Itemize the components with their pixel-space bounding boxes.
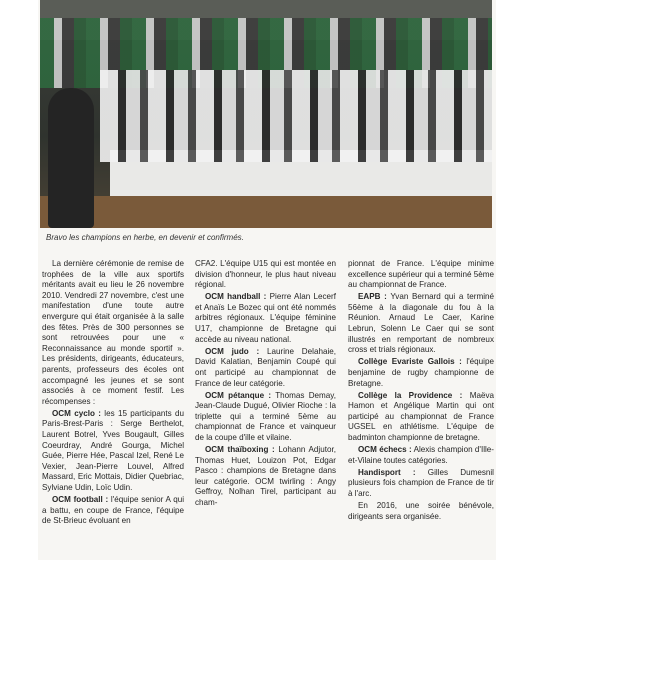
section-heading: OCM pétanque : xyxy=(205,390,272,400)
section-heading: OCM cyclo : xyxy=(52,408,101,418)
article-paragraph: CFA2. L'équipe U15 qui est montée en division d'honneur, le plus haut niveau régional. xyxy=(195,259,336,290)
article-paragraph: La dernière cérémonie de remise de trophées de la ville aux sportifs méritants avait eu lieu le 26 novembre 2010. Vendredi 27 novembre, c'est une manifestation d'une toute autre envergure qui était organisée à la salle des fêtes. Près de 300 personnes se sont retrouvées pour une « Reconnaissance au monde sportif ». Les présidents, dirigeants, éducateurs, parents, professeurs des écoles ont accompagné les jeunes et se sont associés à ce moment festif. Les récompenses : xyxy=(42,259,184,406)
section-text: l'équipe senior A qui a battu, en coupe de France, l'équipe de St-Brieuc évoluant en xyxy=(42,495,184,526)
section-heading: Handisport : xyxy=(358,467,416,477)
photo-front-row-athletes xyxy=(100,70,492,162)
article-paragraph xyxy=(348,292,494,356)
article-paragraph xyxy=(42,409,184,494)
article-paragraph xyxy=(348,357,494,389)
section-heading: Collège la Providence : xyxy=(358,390,463,400)
article-paragraph xyxy=(348,445,494,466)
section-heading: OCM thaïboxing : xyxy=(205,445,275,455)
section-heading: Collège Evariste Gallois : xyxy=(358,357,462,367)
section-text: Thomas Demay, Jean-Claude Dugué, Olivier Rioche : la triplette qui a terminé 5ème au championnat de France et vainqueur de la coupe d'ille et vilaine. xyxy=(195,390,336,442)
section-text: l'équipe benjamine de rugby championne de Bretagne. xyxy=(348,357,494,388)
article-paragraph xyxy=(195,347,336,389)
article-column-3 xyxy=(348,259,494,524)
section-text: Maëva Hamon et Angélique Martin qui ont participé au championnat de France UGSEL en athlétisme. L'équipe de badminton championne de bretagne. xyxy=(348,390,494,442)
section-heading: OCM judo : xyxy=(205,346,260,356)
section-heading: OCM échecs : xyxy=(358,445,412,455)
section-heading: OCM handball : xyxy=(205,292,267,302)
section-text: Yvan Bernard qui a terminé 56ème à la diagonale du fou à la Réunion. Arnaud Le Caer, Karine Lebrun, Solenn Le Caer qui se sont illustrés en remportant de nombreux cross et trials régionaux. xyxy=(348,292,494,355)
section-text: Alexis champion d'Ille-et-Vilaine toutes catégories. xyxy=(348,445,494,465)
section-text: Lohann Adjutor, Thomas Huet, Louizon Pot, Edgar Pasco : champions de Bretagne dans leur catégorie. OCM twirling : Angy Geffroy, Nolhan Tirel, participant au cham- xyxy=(195,445,336,508)
article-paragraph xyxy=(348,468,494,500)
section-text: Pierre Alan Lecerf et Anaïs Le Bozec qui ont été nommés arbitres régionaux. L'équipe féminine U17, championne de Bretagne qui accède au niveau national. xyxy=(195,292,336,344)
section-text: Laurine Delahaie, David Kalatian, Benjamin Coupé qui ont participé au championnat de France de leur catégorie. xyxy=(195,346,336,388)
article-paragraph xyxy=(42,495,184,527)
article-paragraph: pionnat de France. L'équipe minime excellence supérieur qui a terminé 5ème au championnat de France. xyxy=(348,259,494,290)
article-paragraph xyxy=(348,391,494,444)
photo-spectator xyxy=(48,88,94,228)
article-column-2 xyxy=(195,259,336,510)
article-paragraph xyxy=(195,445,336,509)
article-paragraph: En 2016, une soirée bénévole, dirigeants sera organisée. xyxy=(348,501,494,521)
section-heading: EAPB : xyxy=(358,292,387,302)
photo-caption: Bravo les champions en herbe, en devenir et confirmés. xyxy=(46,233,244,242)
section-text: les 15 participants du Paris-Brest-Paris : Serge Berthelot, Laurent Botrel, Yves Bougault, Gilles Coeurdray, André Gourga, Michel Guée, Pierre Hée, Pascal Izel, René Le Vexier, Jean-Pierre Louvel, Alfred Massard, Eric Mottais, Didier Quebriac, Sylviane Udin, Loïc Udin. xyxy=(42,408,184,492)
group-photo xyxy=(40,0,492,228)
photo-floor xyxy=(40,196,492,228)
article-paragraph xyxy=(195,391,336,444)
newspaper-clipping xyxy=(38,0,496,560)
section-heading: OCM football : xyxy=(52,495,109,505)
section-text: Gilles Dumesnil plusieurs fois champion de France de tir à l'arc. xyxy=(348,467,494,498)
article-column-1 xyxy=(42,259,184,528)
article-paragraph xyxy=(195,292,336,345)
